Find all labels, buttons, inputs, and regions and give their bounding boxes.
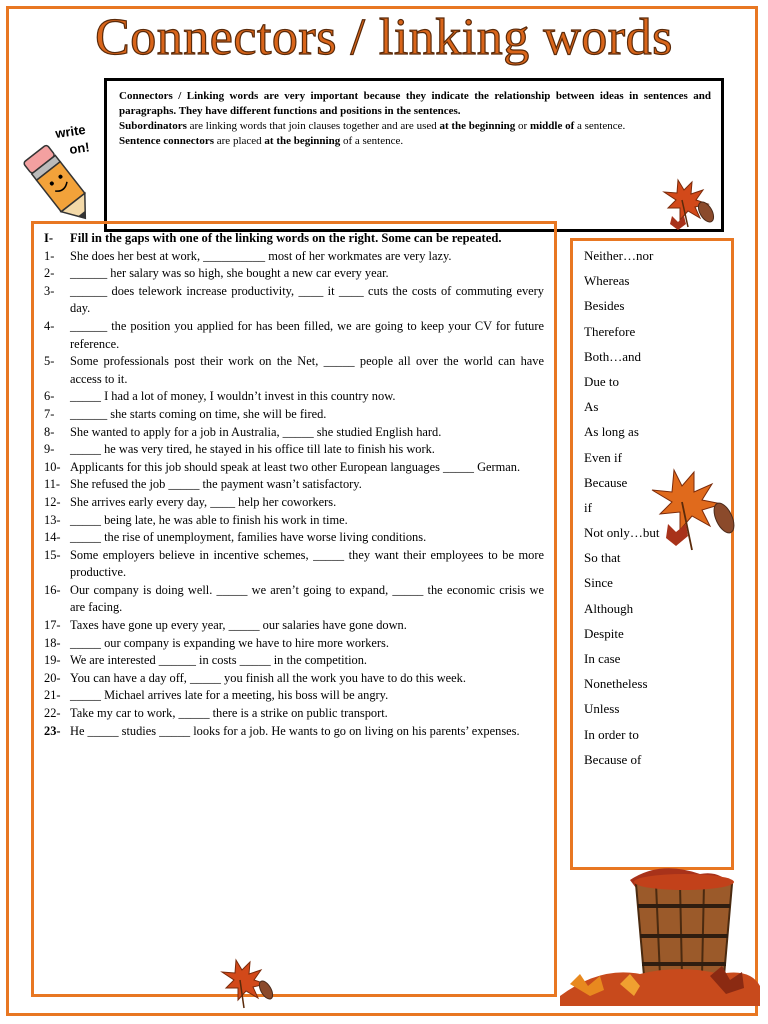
- item-text: Our company is doing well. _____ we aren’t going to expand, _____ the economic crisis we are facing.: [70, 582, 544, 615]
- item-text: _____ being late, he was able to finish his work in time.: [70, 512, 348, 527]
- item-number: 13-: [44, 512, 61, 527]
- exercise-item: [44, 248, 544, 266]
- item-number: 12-: [44, 494, 61, 509]
- exercise-item: [44, 388, 544, 406]
- leaf-icon: [218, 954, 280, 1014]
- item-number: 18-: [44, 635, 61, 650]
- exercise-item: [44, 318, 544, 353]
- word-bank-item: So that: [584, 550, 621, 566]
- text-segment: are placed: [214, 135, 265, 147]
- word-bank-item: if: [584, 499, 592, 515]
- item-text: We are interested ______ in costs _____ in the competition.: [70, 653, 367, 668]
- item-number: 11-: [44, 477, 61, 492]
- exercise-item: [44, 529, 544, 547]
- item-number: 19-: [44, 653, 61, 668]
- exercise-item: [44, 459, 544, 477]
- exercise-item: [44, 687, 544, 705]
- item-number: 6-: [44, 389, 55, 404]
- item-text: Take my car to work, _____ there is a strike on public transport.: [70, 706, 388, 721]
- intro-box: [104, 78, 724, 232]
- exercise-box: [31, 221, 557, 997]
- text-segment: a sentence.: [574, 120, 626, 132]
- item-text: _____ our company is expanding we have to hire more workers.: [70, 635, 389, 650]
- item-number: 17-: [44, 618, 61, 633]
- exercise-item: [44, 723, 544, 741]
- item-number: 10-: [44, 459, 61, 474]
- word-bank-item: As long as: [584, 424, 639, 440]
- item-text: She arrives early every day, ____ help her coworkers.: [70, 494, 337, 509]
- leaf-icon: [644, 460, 744, 560]
- item-number: 4-: [44, 318, 55, 333]
- item-number: 15-: [44, 547, 61, 562]
- word-bank-item: Since: [584, 575, 613, 591]
- word-bank-item: Although: [584, 600, 634, 616]
- item-number: 16-: [44, 582, 61, 597]
- exercise-instruction: [44, 230, 544, 248]
- item-text: _____ the rise of unemployment, families have worse living conditions.: [70, 530, 427, 545]
- word-bank-item: Both…and: [584, 348, 642, 364]
- word-bank-item: Neither…nor: [584, 248, 654, 263]
- word-bank-item: As: [584, 399, 599, 415]
- exercise-item: [44, 353, 544, 388]
- exercise-item: [44, 265, 544, 283]
- item-text: She wanted to apply for a job in Australia, _____ she studied English hard.: [70, 424, 442, 439]
- item-number: 20-: [44, 670, 61, 685]
- item-text: She refused the job _____ the payment wasn’t satisfactory.: [70, 477, 362, 492]
- word-bank-item: In case: [584, 651, 621, 666]
- item-number: 22-: [44, 706, 61, 721]
- word-bank-item: Despite: [584, 625, 624, 641]
- item-number: 14-: [44, 530, 61, 545]
- item-text: Some employers believe in incentive schemes, _____ they want their employees to be more productive.: [70, 547, 544, 580]
- word-bank-item: Whereas: [584, 273, 630, 289]
- text-segment: are linking words that join clauses together and are used: [186, 120, 440, 132]
- item-number: 1-: [44, 248, 55, 263]
- exercise-item: [44, 476, 544, 494]
- word-bank-item: Even if: [584, 449, 622, 465]
- exercise-items: [44, 248, 544, 741]
- sentence-connectors-definition: [119, 134, 711, 149]
- writeon-line1: write: [54, 121, 87, 141]
- item-number: 7-: [44, 406, 55, 421]
- writeon-line2: on!: [68, 139, 91, 157]
- exercise-item: [44, 494, 544, 512]
- item-text: Applicants for this job should speak at least two other European languages _____ German.: [70, 459, 521, 474]
- item-text: ______ her salary was so high, she bought a new car every year.: [70, 266, 389, 281]
- text-segment: or: [515, 120, 530, 132]
- exercise-item: [44, 652, 544, 670]
- text-segment: of a sentence.: [340, 135, 404, 147]
- word-bank-item: Because: [584, 474, 628, 490]
- word-bank-item: Because of: [584, 751, 642, 767]
- exercise-item: [44, 547, 544, 582]
- exercise-item: [44, 635, 544, 653]
- exercise-item: [44, 582, 544, 617]
- text-segment-bold: middle of: [529, 120, 575, 132]
- exercise-item: [44, 424, 544, 442]
- item-text: _____ Michael arrives late for a meeting, his boss will be angry.: [70, 688, 389, 703]
- page-title: Connectors / linking words: [95, 9, 673, 66]
- exercise-item: [44, 705, 544, 723]
- exercise-item: [44, 512, 544, 530]
- item-text: _____ I had a lot of money, I wouldn’t invest in this country now.: [70, 389, 396, 404]
- item-text: ______ the position you applied for has been filled, we are going to keep your CV for future reference.: [70, 318, 544, 351]
- word-bank-item: Unless: [584, 701, 620, 717]
- item-number: 21-: [44, 688, 61, 703]
- item-text: She does her best at work, __________ most of her workmates are very lazy.: [70, 248, 452, 263]
- word-bank-item: Besides: [584, 298, 625, 314]
- item-text: ______ does telework increase productivity, ____ it ____ cuts the costs of commuting every day.: [70, 283, 544, 316]
- item-text: ______ she starts coming on time, she will be fired.: [70, 406, 327, 421]
- exercise-item: [44, 617, 544, 635]
- text-segment-bold: at the beginning: [439, 120, 516, 132]
- exercise-item: [44, 670, 544, 688]
- text-segment-bold: at the beginning: [264, 135, 341, 147]
- instruction-text: Fill in the gaps with one of the linking words on the right. Some can be repeated.: [70, 231, 502, 245]
- item-text: He _____ studies _____ looks for a job. He wants to go on living on his parents’ expenses.: [70, 723, 520, 738]
- leaf-icon: [658, 172, 722, 236]
- item-text: Taxes have gone up every year, _____ our salaries have gone down.: [70, 618, 407, 633]
- item-number: 2-: [44, 266, 55, 281]
- exercise-item: [44, 441, 544, 459]
- item-text: You can have a day off, _____ you finish all the work you have to do this week.: [70, 670, 466, 685]
- word-bank-item: Nonetheless: [584, 676, 648, 692]
- item-text: Some professionals post their work on the Net, _____ people all over the world can have access to it.: [70, 354, 544, 386]
- exercise-number: I-: [44, 231, 54, 245]
- pencil-icon: [12, 120, 107, 230]
- word-bank-item: In order to: [584, 726, 639, 742]
- exercise-item: [44, 283, 544, 318]
- word-bank-item: Not only…but: [584, 525, 660, 541]
- item-number: 5-: [44, 354, 55, 369]
- item-number: 23-: [44, 723, 61, 738]
- sentence-connectors-term: Sentence connectors: [119, 135, 215, 147]
- item-text: _____ he was very tired, he stayed in his office till late to finish his work.: [70, 442, 435, 457]
- leaf-basket-icon: [560, 856, 760, 1016]
- item-number: 9-: [44, 442, 55, 457]
- subordinators-definition: [119, 119, 711, 134]
- word-bank-item: Therefore: [584, 323, 636, 339]
- subordinators-term: Subordinators: [119, 120, 187, 132]
- exercise-item: [44, 406, 544, 424]
- item-number: 8-: [44, 424, 55, 439]
- intro-paragraph: Connectors / Linking words are very important because they indicate the relationship between ideas in sentences and paragraphs. They have different functions and positions in the sentences.: [119, 90, 711, 117]
- word-bank-item: Due to: [584, 373, 620, 389]
- item-number: 3-: [44, 283, 55, 298]
